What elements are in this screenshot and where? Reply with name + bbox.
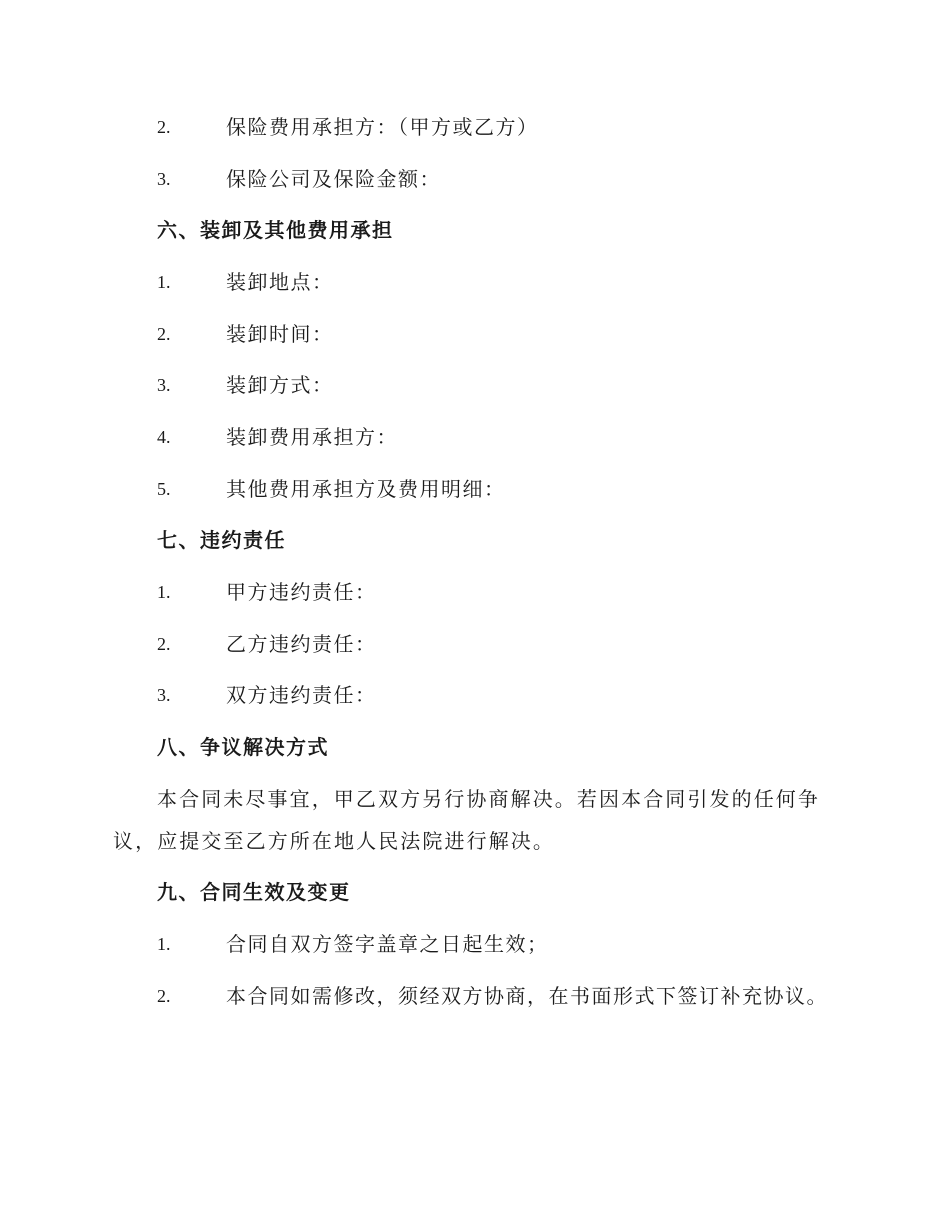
item-number: 5. xyxy=(157,479,171,499)
item-number: 1. xyxy=(157,272,171,292)
item-text: 乙方违约责任： xyxy=(226,632,377,656)
item-number: 1. xyxy=(157,934,171,954)
item-text: 双方违约责任： xyxy=(226,683,377,707)
item-text: 保险公司及保险金额： xyxy=(226,167,441,191)
item-text: 合同自双方签字盖章之日起生效； xyxy=(226,932,549,956)
item-number: 3. xyxy=(157,169,171,189)
section-heading: 七、违约责任 xyxy=(157,528,286,552)
item-text: 本合同如需修改，须经双方协商，在书面形式下签订补充协议。 xyxy=(226,984,828,1008)
item-text: 装卸地点： xyxy=(226,270,334,294)
item-number: 2. xyxy=(157,634,171,654)
item-text: 保险费用承担方：（甲方或乙方） xyxy=(226,115,539,139)
item-number: 2. xyxy=(157,117,171,137)
item-number: 3. xyxy=(157,685,171,705)
item-number: 3. xyxy=(157,375,171,395)
item-text: 装卸费用承担方： xyxy=(226,425,398,449)
item-number: 1. xyxy=(157,582,171,602)
section-heading: 八、争议解决方式 xyxy=(157,735,329,759)
item-text: 装卸方式： xyxy=(226,373,334,397)
item-number: 4. xyxy=(157,427,171,447)
item-text: 装卸时间： xyxy=(226,322,334,346)
section-heading: 六、装卸及其他费用承担 xyxy=(157,218,394,242)
item-text: 甲方违约责任： xyxy=(226,580,377,604)
section-heading: 九、合同生效及变更 xyxy=(157,880,351,904)
item-number: 2. xyxy=(157,986,171,1006)
paragraph-line: 本合同未尽事宜，甲乙双方另行协商解决。若因本合同引发的任何争 xyxy=(157,787,820,811)
paragraph-line: 议，应提交至乙方所在地人民法院进行解决。 xyxy=(113,829,555,853)
item-number: 2. xyxy=(157,324,171,344)
item-text: 其他费用承担方及费用明细： xyxy=(226,477,506,501)
